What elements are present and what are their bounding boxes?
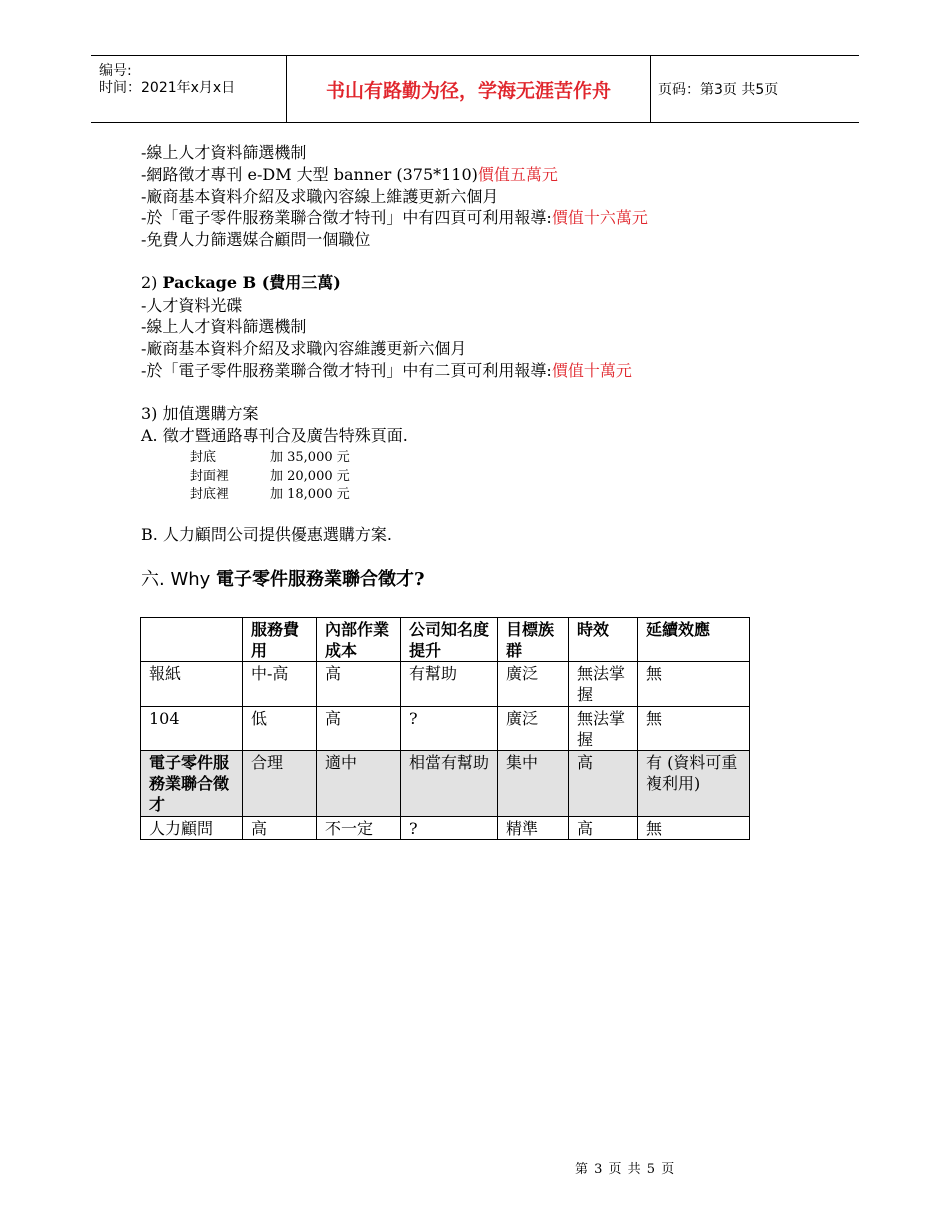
table-header-cell: 目標族群 (498, 618, 569, 662)
package-a-item: -於「電子零件服務業聯合徵才特刊」中有四頁可利用報導:價值十六萬元 (141, 208, 648, 227)
table-cell: ? (401, 707, 498, 751)
package-b-item: -線上人才資料篩選機制 (141, 317, 307, 336)
table-cell: 有 (資料可重複利用) (638, 751, 750, 817)
table-cell: 無 (638, 662, 750, 707)
package-b-item: -廠商基本資料介紹及求職內容維護更新六個月 (141, 339, 467, 358)
table-cell: 無 (638, 817, 750, 840)
table-cell: 無法掌握 (569, 662, 638, 707)
table-cell: 報紙 (141, 662, 243, 707)
table-header-cell: 延續效應 (638, 618, 750, 662)
price-name: 封面裡 (190, 469, 230, 484)
price-value: 加 18,000 元 (270, 487, 350, 502)
section-heading: 六. Why 電子零件服務業聯合徵才? (141, 569, 425, 590)
table-header-cell: 時效 (569, 618, 638, 662)
table-cell: 廣泛 (498, 707, 569, 751)
table-cell: 集中 (498, 751, 569, 817)
table-row (141, 662, 750, 707)
table-header-cell: 公司知名度提升 (401, 618, 498, 662)
table-header-cell: 內部作業成本 (317, 618, 401, 662)
table-cell: 人力顧問 (141, 817, 243, 840)
package-b-heading: 2) Package B (費用三萬) (141, 273, 341, 292)
price-value: 加 35,000 元 (270, 450, 350, 465)
header-page-label: 页码：第3页 共5页 (658, 82, 779, 98)
table-cell: 無 (638, 707, 750, 751)
table-header-cell (141, 618, 243, 662)
price-name: 封底 (190, 450, 217, 465)
package-a-item: -網路徵才專刊 e-DM 大型 banner (375*110)價值五萬元 (141, 165, 558, 184)
package-b-item: -人才資料光碟 (141, 296, 243, 315)
table-cell: 適中 (317, 751, 401, 817)
table-cell: 相當有幫助 (401, 751, 498, 817)
time-label: 时间：2021年x月x日 (99, 80, 236, 96)
table-cell: 合理 (243, 751, 317, 817)
addons-heading: 3) 加值選購方案 (141, 404, 259, 423)
addons-option-a: A. 徵才暨通路專刊合及廣告特殊頁面. (141, 426, 408, 445)
table-cell: 低 (243, 707, 317, 751)
table-cell: 104 (141, 707, 243, 751)
table-cell: 高 (317, 707, 401, 751)
package-a-item: -廠商基本資料介紹及求職內容線上維護更新六個月 (141, 187, 499, 206)
addons-option-b: B. 人力顧問公司提供優惠選購方案. (141, 525, 393, 544)
comparison-table (140, 617, 750, 840)
table-header-row (141, 618, 750, 662)
package-a-item: -線上人才資料篩選機制 (141, 143, 307, 162)
number-label: 编号: (99, 63, 132, 79)
table-row-highlighted (141, 751, 750, 817)
table-cell: 高 (243, 817, 317, 840)
page-header (91, 55, 859, 123)
price-name: 封底裡 (190, 487, 230, 502)
table-cell: 高 (317, 662, 401, 707)
table-cell: 精準 (498, 817, 569, 840)
table-row (141, 707, 750, 751)
table-cell: 高 (569, 751, 638, 817)
table-cell: 電子零件服務業聯合徵才 (141, 751, 243, 817)
table-row (141, 817, 750, 840)
package-a-item: -免費人力篩選媒合顧問一個職位 (141, 230, 371, 249)
table-cell: ? (401, 817, 498, 840)
table-header-cell: 服務費用 (243, 618, 317, 662)
table-cell: 無法掌握 (569, 707, 638, 751)
package-b-item: -於「電子零件服務業聯合徵才特刊」中有二頁可利用報導:價值十萬元 (141, 361, 632, 380)
header-motto: 书山有路勤为径，学海无涯苦作舟 (286, 56, 651, 122)
table-cell: 有幫助 (401, 662, 498, 707)
page-footer: 第 3 页 共 5 页 (575, 1162, 676, 1177)
table-cell: 高 (569, 817, 638, 840)
table-cell: 中-高 (243, 662, 317, 707)
table-cell: 不一定 (317, 817, 401, 840)
price-value: 加 20,000 元 (270, 469, 350, 484)
table-cell: 廣泛 (498, 662, 569, 707)
header-meta (91, 56, 286, 122)
